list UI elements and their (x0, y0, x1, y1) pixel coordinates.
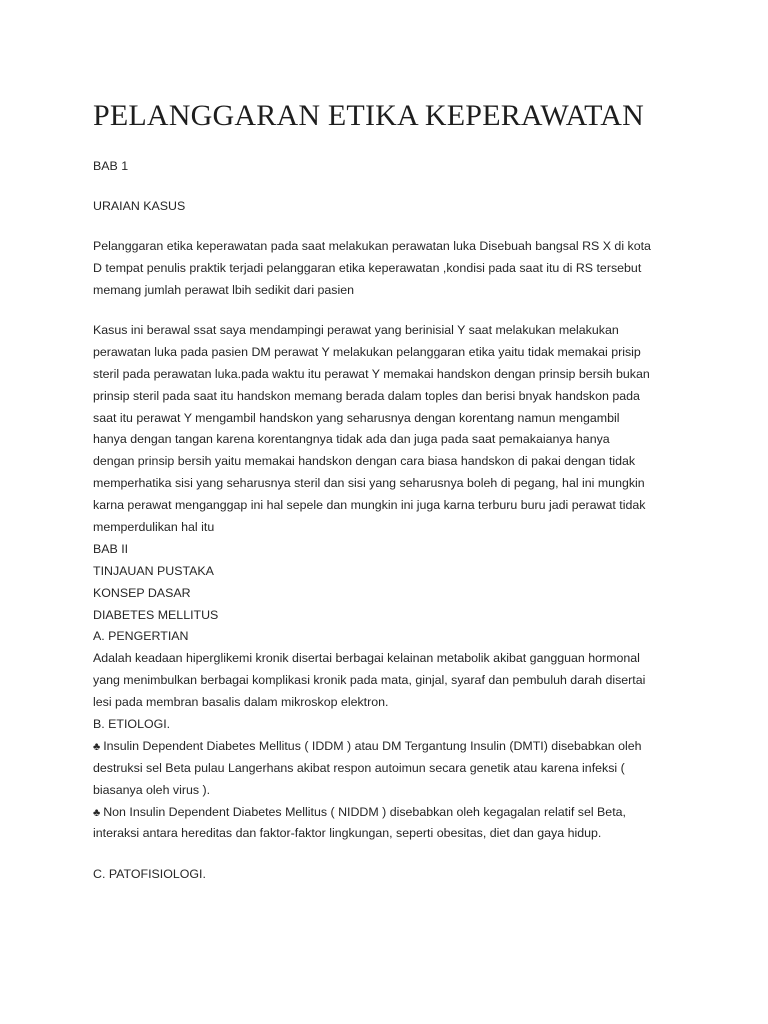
paragraph-line: perawatan luka pada pasien DM perawat Y melakukan pelanggaran etika yaitu tidak memakai prisip (93, 344, 641, 359)
paragraph-line: Kasus ini berawal ssat saya mendampingi perawat yang berinisial Y saat melakukan melakukan (93, 322, 619, 337)
paragraph-line: karna perawat menganggap ini hal sepele dan mungkin ini juga karna terburu buru jadi perawat tidak (93, 498, 646, 513)
paragraph-line: D tempat penulis praktik terjadi pelanggaran etika keperawatan ,kondisi pada saat itu di RS tersebut (93, 260, 642, 275)
paragraph-line: memperhatika sisi yang seharusnya steril dan sisi yang seharusnya boleh di pegang, hal ini mungkin (93, 476, 645, 491)
bullet-line (93, 736, 683, 758)
paragraph-line: Adalah keadaan hiperglikemi kronik disertai berbagai kelainan metabolik akibat gangguan hormonal (93, 651, 640, 666)
bullet-text: Insulin Dependent Diabetes Mellitus ( IDDM ) atau DM Tergantung Insulin (DMTI) disebabkan oleh (103, 738, 642, 753)
paragraph-line: memperdulikan hal itu (93, 519, 215, 534)
heading-tinjauan-pustaka: TINJAUAN PUSTAKA (93, 563, 214, 578)
club-bullet-icon: ♣ (93, 806, 101, 819)
paragraph-line: interaksi antara hereditas dan faktor-faktor lingkungan, seperti obesitas, diet dan gaya hidup. (93, 826, 602, 841)
paragraph-line: lesi pada membran basalis dalam mikroskop elektron. (93, 695, 389, 710)
paragraph-line: destruksi sel Beta pulau Langerhans akibat respon autoimun secara genetik atau karena infeksi ( (93, 760, 625, 775)
paragraph-line: memang jumlah perawat lbih sedikit dari pasien (93, 282, 355, 297)
paragraph-line: steril pada perawatan luka.pada waktu itu perawat Y memakai handskon dengan prinsip bersih bukan (93, 366, 650, 381)
paragraph-line: biasanya oleh virus ). (93, 782, 211, 797)
heading-bab1: BAB 1 (93, 159, 129, 173)
heading-etiologi: B. ETIOLOGI. (93, 716, 171, 731)
bullet-text: Non Insulin Dependent Diabetes Mellitus ( NIDDM ) disebabkan oleh kegagalan relatif sel Beta, (103, 804, 626, 819)
heading-konsep-dasar: KONSEP DASAR (93, 585, 191, 600)
document-body (93, 156, 683, 886)
heading-pengertian: A. PENGERTIAN (93, 629, 189, 644)
heading-bab2: BAB II (93, 541, 129, 556)
document-title: PELANGGARAN ETIKA KEPERAWATAN (93, 99, 644, 132)
heading-patofisiologi: C. PATOFISIOLOGI. (93, 866, 206, 881)
paragraph-line: hanya dengan tangan karena korentangnya tidak ada dan juga pada saat pemakaianya hanya (93, 432, 610, 447)
paragraph-line: prinsip steril pada saat itu handskon memang berada dalam toples dan berisi bnyak handskon pada (93, 388, 640, 403)
paragraph-line: saat itu perawat Y mengambil handskon yang seharusnya dengan korentang namun mengambil (93, 410, 620, 425)
club-bullet-icon: ♣ (93, 740, 101, 753)
heading-uraian-kasus: URAIAN KASUS (93, 198, 186, 213)
paragraph-line: dengan prinsip bersih yaitu memakai handskon dengan cara biasa handskon di pakai dengan tidak (93, 454, 636, 469)
heading-diabetes-mellitus: DIABETES MELLITUS (93, 607, 219, 622)
bullet-line (93, 802, 683, 824)
paragraph-line: yang menimbulkan berbagai komplikasi kronik pada mata, ginjal, syaraf dan pembuluh darah disertai (93, 673, 646, 688)
paragraph-line: Pelanggaran etika keperawatan pada saat melakukan perawatan luka Disebuah bangsal RS X di kota (93, 238, 651, 253)
